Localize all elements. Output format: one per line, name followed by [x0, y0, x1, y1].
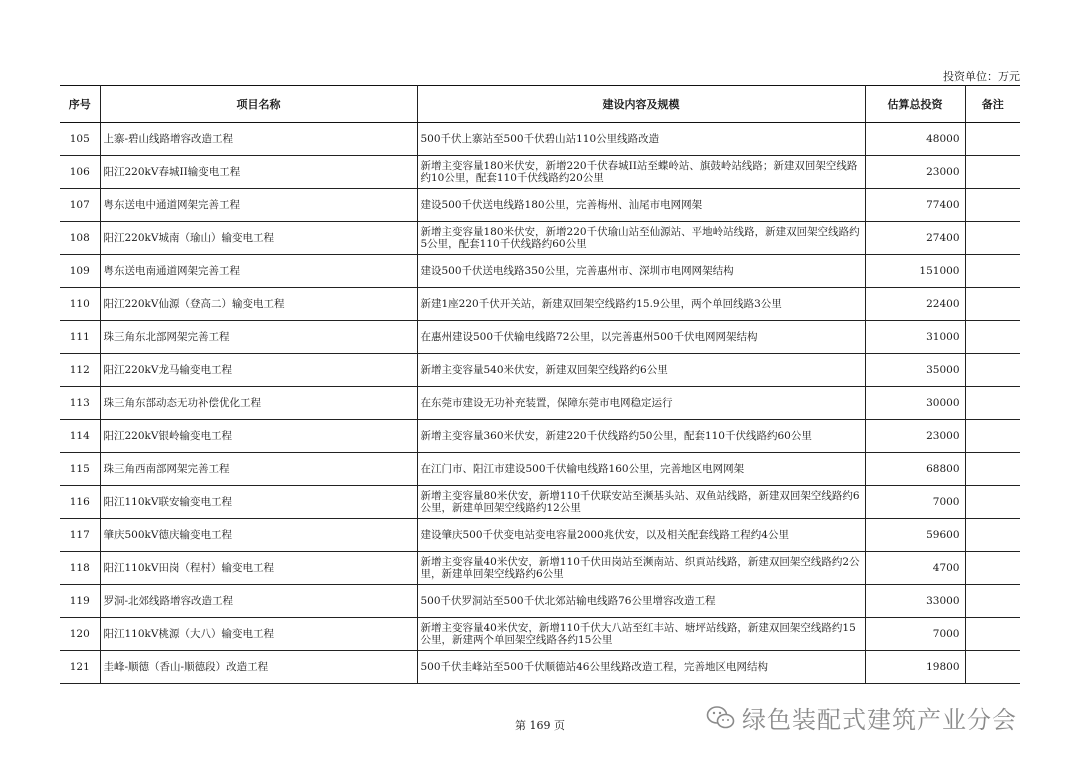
- remark-cell: [965, 321, 1020, 354]
- project-name-cell: 阳江110kV联安输变电工程: [100, 486, 417, 519]
- table-row: [60, 453, 1020, 486]
- table-row: [60, 585, 1020, 618]
- remark-cell: [965, 156, 1020, 189]
- table-row: [60, 651, 1020, 684]
- investment-cell: 23000: [865, 156, 965, 189]
- project-name-cell: 阳江220kV银岭输变电工程: [100, 420, 417, 453]
- table-row: [60, 123, 1020, 156]
- remark-cell: [965, 387, 1020, 420]
- header-project-name: 项目名称: [100, 86, 417, 123]
- remark-cell: [965, 618, 1020, 651]
- header-remark: 备注: [965, 86, 1020, 123]
- remark-cell: [965, 288, 1020, 321]
- content-scale-cell: 新增主变容量360米伏安，新建220千伏线路约50公里，配套110千伏线路约60公里: [417, 420, 865, 453]
- project-name-cell: 粤东送电南通道网架完善工程: [100, 255, 417, 288]
- content-scale-cell: 新增主变容量180米伏安，新增220千伏春城II站至蝶岭站、旗鼓岭站线路；新建双回架空线路约10公里，配套110千伏线路约20公里: [417, 156, 865, 189]
- remark-cell: [965, 552, 1020, 585]
- remark-cell: [965, 651, 1020, 684]
- investment-cell: 22400: [865, 288, 965, 321]
- table-header-row: [60, 86, 1020, 123]
- project-name-cell: 阳江220kV春城II输变电工程: [100, 156, 417, 189]
- content-scale-cell: 新建1座220千伏开关站，新建双回架空线路约15.9公里，两个单回线路3公里: [417, 288, 865, 321]
- header-content-scale: 建设内容及规模: [417, 86, 865, 123]
- investment-cell: 68800: [865, 453, 965, 486]
- table-row: [60, 354, 1020, 387]
- row-number-cell: 120: [60, 618, 100, 651]
- content-scale-cell: 在惠州建设500千伏输电线路72公里，以完善惠州500千伏电网网架结构: [417, 321, 865, 354]
- header-investment: 估算总投资: [865, 86, 965, 123]
- remark-cell: [965, 585, 1020, 618]
- investment-cell: 19800: [865, 651, 965, 684]
- watermark-text: 绿色装配式建筑产业分会: [742, 706, 1017, 734]
- row-number-cell: 111: [60, 321, 100, 354]
- remark-cell: [965, 519, 1020, 552]
- project-table: [60, 85, 1020, 684]
- project-name-cell: 阳江220kV城南（瑜山）输变电工程: [100, 222, 417, 255]
- investment-cell: 4700: [865, 552, 965, 585]
- row-number-cell: 112: [60, 354, 100, 387]
- watermark: [706, 700, 1017, 735]
- project-name-cell: 粤东送电中通道网架完善工程: [100, 189, 417, 222]
- project-name-cell: 阳江110kV桃源（大八）输变电工程: [100, 618, 417, 651]
- row-number-cell: 107: [60, 189, 100, 222]
- header-no: 序号: [60, 86, 100, 123]
- remark-cell: [965, 222, 1020, 255]
- content-scale-cell: 新增主变容量40米伏安，新增110千伏大八站至红丰站、塘坪站线路，新建双回架空线路约15公里，新建两个单回架空线路各约15公里: [417, 618, 865, 651]
- project-name-cell: 阳江110kV田岗（程村）输变电工程: [100, 552, 417, 585]
- investment-cell: 31000: [865, 321, 965, 354]
- row-number-cell: 108: [60, 222, 100, 255]
- table-row: [60, 156, 1020, 189]
- project-name-cell: 圭峰-顺德（香山-顺德段）改造工程: [100, 651, 417, 684]
- table-row: [60, 519, 1020, 552]
- content-scale-cell: 在东莞市建设无功补充装置，保障东莞市电网稳定运行: [417, 387, 865, 420]
- remark-cell: [965, 486, 1020, 519]
- content-scale-cell: 500千伏罗洞站至500千伏北郊站输电线路76公里增容改造工程: [417, 585, 865, 618]
- row-number-cell: 113: [60, 387, 100, 420]
- project-name-cell: 阳江220kV仙源（登高二）输变电工程: [100, 288, 417, 321]
- row-number-cell: 116: [60, 486, 100, 519]
- content-scale-cell: 新增主变容量80米伏安，新增110千伏联安站至濒基头站、双鱼站线路，新建双回架空线路约6公里，新建单回架空线路约12公里: [417, 486, 865, 519]
- row-number-cell: 114: [60, 420, 100, 453]
- investment-cell: 30000: [865, 387, 965, 420]
- content-scale-cell: 新增主变容量180米伏安，新增220千伏瑜山站至仙源站、平地岭站线路，新建双回架空线路约5公里，配套110千伏线路约60公里: [417, 222, 865, 255]
- project-name-cell: 珠三角东部动态无功补偿优化工程: [100, 387, 417, 420]
- investment-cell: 77400: [865, 189, 965, 222]
- row-number-cell: 121: [60, 651, 100, 684]
- table-row: [60, 321, 1020, 354]
- investment-cell: 48000: [865, 123, 965, 156]
- investment-cell: 7000: [865, 486, 965, 519]
- row-number-cell: 115: [60, 453, 100, 486]
- content-scale-cell: 建设500千伏送电线路350公里，完善惠州市、深圳市电网网架结构: [417, 255, 865, 288]
- project-name-cell: 肇庆500kV德庆输变电工程: [100, 519, 417, 552]
- row-number-cell: 110: [60, 288, 100, 321]
- remark-cell: [965, 420, 1020, 453]
- table-row: [60, 486, 1020, 519]
- row-number-cell: 119: [60, 585, 100, 618]
- table-row: [60, 618, 1020, 651]
- project-name-cell: 阳江220kV龙马输变电工程: [100, 354, 417, 387]
- investment-cell: 151000: [865, 255, 965, 288]
- remark-cell: [965, 255, 1020, 288]
- content-scale-cell: 新增主变容量40米伏安，新增110千伏田岗站至濒南站、织貢站线路，新建双回架空线路约2公里，新建单回架空线路约6公里: [417, 552, 865, 585]
- table-row: [60, 189, 1020, 222]
- row-number-cell: 105: [60, 123, 100, 156]
- row-number-cell: 106: [60, 156, 100, 189]
- project-name-cell: 罗洞-北郊线路增容改造工程: [100, 585, 417, 618]
- table-row: [60, 222, 1020, 255]
- project-name-cell: 上寨-碧山线路增容改造工程: [100, 123, 417, 156]
- row-number-cell: 109: [60, 255, 100, 288]
- remark-cell: [965, 354, 1020, 387]
- table-row: [60, 255, 1020, 288]
- row-number-cell: 117: [60, 519, 100, 552]
- investment-cell: 35000: [865, 354, 965, 387]
- table-row: [60, 288, 1020, 321]
- table-row: [60, 420, 1020, 453]
- project-name-cell: 珠三角东北部网架完善工程: [100, 321, 417, 354]
- content-scale-cell: 在江门市、阳江市建设500千伏输电线路160公里，完善地区电网网架: [417, 453, 865, 486]
- content-scale-cell: 新增主变容量540米伏安，新建双回架空线路约6公里: [417, 354, 865, 387]
- wechat-icon: [706, 705, 736, 731]
- table-row: [60, 552, 1020, 585]
- remark-cell: [965, 123, 1020, 156]
- content-scale-cell: 建设500千伏送电线路180公里，完善梅州、汕尾市电网网架: [417, 189, 865, 222]
- investment-cell: 27400: [865, 222, 965, 255]
- investment-cell: 7000: [865, 618, 965, 651]
- row-number-cell: 118: [60, 552, 100, 585]
- table-row: [60, 387, 1020, 420]
- remark-cell: [965, 453, 1020, 486]
- project-name-cell: 珠三角西南部网架完善工程: [100, 453, 417, 486]
- page-number: 第 169 页: [515, 719, 565, 732]
- content-scale-cell: 500千伏圭峰站至500千伏顺德站46公里线路改造工程，完善地区电网结构: [417, 651, 865, 684]
- investment-unit-label: 投资单位：万元: [943, 70, 1020, 83]
- content-scale-cell: 500千伏上寨站至500千伏碧山站110公里线路改造: [417, 123, 865, 156]
- content-scale-cell: 建设肇庆500千伏变电站变电容量2000兆伏安，以及相关配套线路工程约4公里: [417, 519, 865, 552]
- investment-cell: 33000: [865, 585, 965, 618]
- remark-cell: [965, 189, 1020, 222]
- investment-cell: 23000: [865, 420, 965, 453]
- investment-cell: 59600: [865, 519, 965, 552]
